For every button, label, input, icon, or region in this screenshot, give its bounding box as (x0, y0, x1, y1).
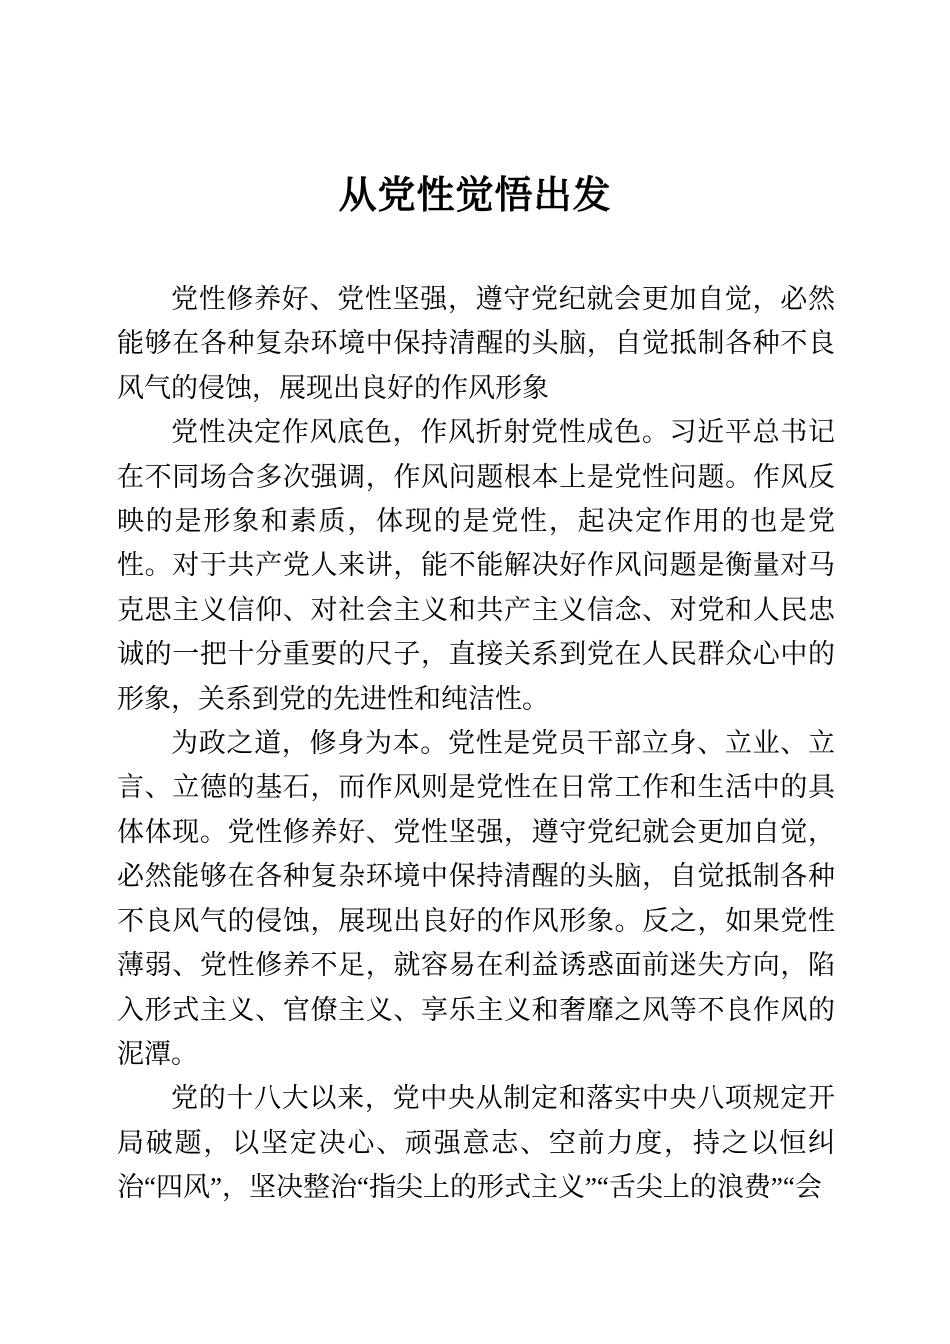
paragraph-lead: 党性修养好、党性坚强，遵守党纪就会更加自觉，必然能够在各种复杂环境中保持清醒的头脑，自觉抵制各种不良风气的侵蚀，展现出良好的作风形象 (117, 284, 835, 403)
document-body (117, 277, 835, 1210)
document-title: 从党性觉悟出发 (338, 175, 612, 217)
paragraph-truncated: 党的十八大以来，党中央从制定和落实中央八项规定开局破题，以坚定决心、顽强意志、空前力度，持之以恒纠治“四风”，坚决整治“指尖上的形式主义”“舌尖上的浪费”“会 (117, 1083, 835, 1203)
paragraph: 为政之道，修身为本。党性是党员干部立身、立业、立言、立德的基石，而作风则是党性在日常工作和生活中的具体体现。党性修养好、党性坚强，遵守党纪就会更加自觉，必然能够在各种复杂环境中保持清醒的头脑，自觉抵制各种不良风气的侵蚀，展现出良好的作风形象。反之，如果党性薄弱、党性修养不足，就容易在利益诱惑面前迷失方向，陷入形式主义、官僚主义、享乐主义和奢靡之风等不良作风的泥潭。 (117, 728, 835, 1069)
paragraph: 党性决定作风底色，作风折射党性成色。习近平总书记在不同场合多次强调，作风问题根本上是党性问题。作风反映的是形象和素质，体现的是党性，起决定作用的也是党性。对于共产党人来讲，能不能解决好作风问题是衡量对马克思主义信仰、对社会主义和共产主义信念、对党和人民忠诚的一把十分重要的尺子，直接关系到党在人民群众心中的形象，关系到党的先进性和纯洁性。 (117, 417, 835, 714)
